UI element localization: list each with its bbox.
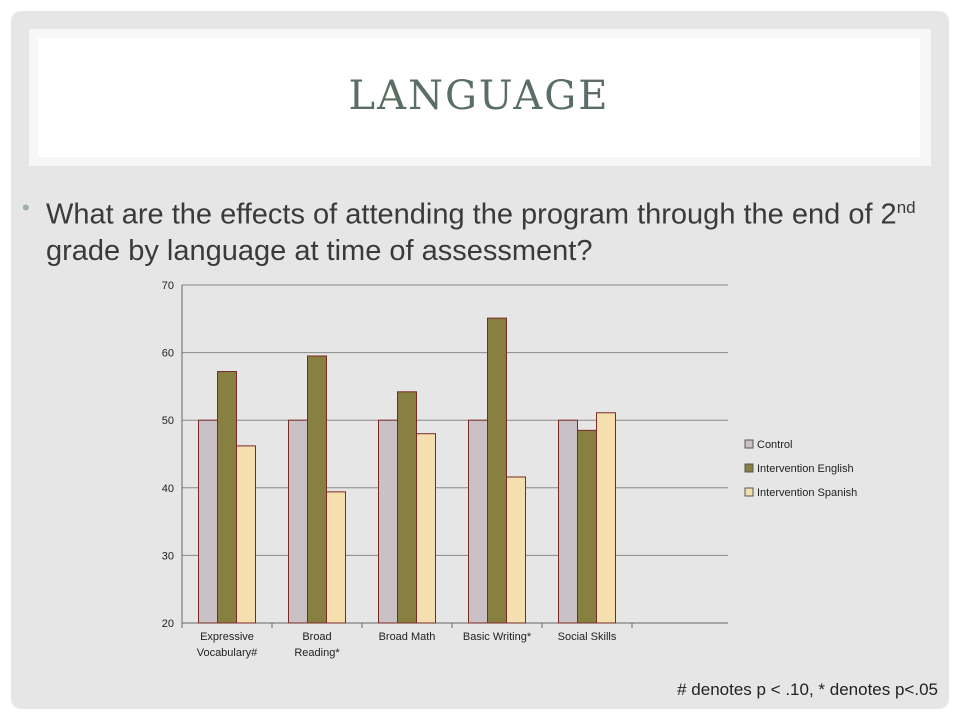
category-label: Reading*: [294, 647, 340, 659]
legend-label-control: Control: [757, 439, 793, 451]
footnote: # denotes p < .10, * denotes p<.05: [677, 680, 938, 699]
bar-control: [289, 420, 308, 623]
category-label: Basic Writing*: [462, 631, 532, 643]
bar-chart: [150, 276, 910, 676]
bullet-text-main: What are the effects of attending the program through the end of 2: [46, 198, 897, 231]
legend-label-intervention-spanish: Intervention Spanish: [757, 487, 858, 499]
bullet-question: [22, 190, 942, 269]
bullet-text-superscript: nd: [896, 198, 916, 217]
y-tick-label: 60: [161, 347, 174, 360]
category-label: Expressive: [200, 631, 254, 643]
legend-swatch-intervention-english: [745, 464, 753, 472]
bar-intervention-english: [308, 356, 327, 623]
y-tick-label: 30: [161, 550, 174, 563]
bar-control: [469, 420, 488, 623]
bullet-text: [46, 190, 942, 269]
title-box: [38, 38, 920, 157]
bar-intervention-english: [398, 392, 417, 623]
bar-control: [199, 420, 218, 623]
category-label: Vocabulary#: [196, 647, 258, 659]
y-tick-label: 40: [161, 482, 174, 495]
bar-intervention-spanish: [237, 446, 256, 623]
bar-control: [559, 420, 578, 623]
legend-label-intervention-english: Intervention English: [757, 463, 854, 475]
y-tick-label: 50: [161, 415, 174, 428]
category-label: Broad: [302, 631, 332, 643]
bar-intervention-spanish: [327, 492, 346, 623]
bar-intervention-english: [218, 372, 237, 623]
bullet-dot-icon: •: [22, 195, 30, 220]
bar-control: [379, 420, 398, 623]
bullet-text-tail: grade by language at time of assessment?: [46, 234, 593, 267]
y-tick-label: 70: [161, 280, 174, 292]
y-tick-label: 20: [161, 618, 174, 630]
legend-swatch-intervention-spanish: [745, 488, 753, 496]
legend-swatch-control: [745, 440, 753, 448]
category-label: Broad Math: [378, 631, 436, 643]
bar-intervention-english: [578, 430, 597, 623]
bar-intervention-spanish: [597, 413, 616, 623]
category-label: Social Skills: [557, 631, 617, 643]
bar-intervention-english: [488, 318, 507, 623]
bar-intervention-spanish: [417, 434, 436, 623]
bar-intervention-spanish: [507, 477, 526, 623]
slide-title: LANGUAGE: [348, 72, 610, 119]
